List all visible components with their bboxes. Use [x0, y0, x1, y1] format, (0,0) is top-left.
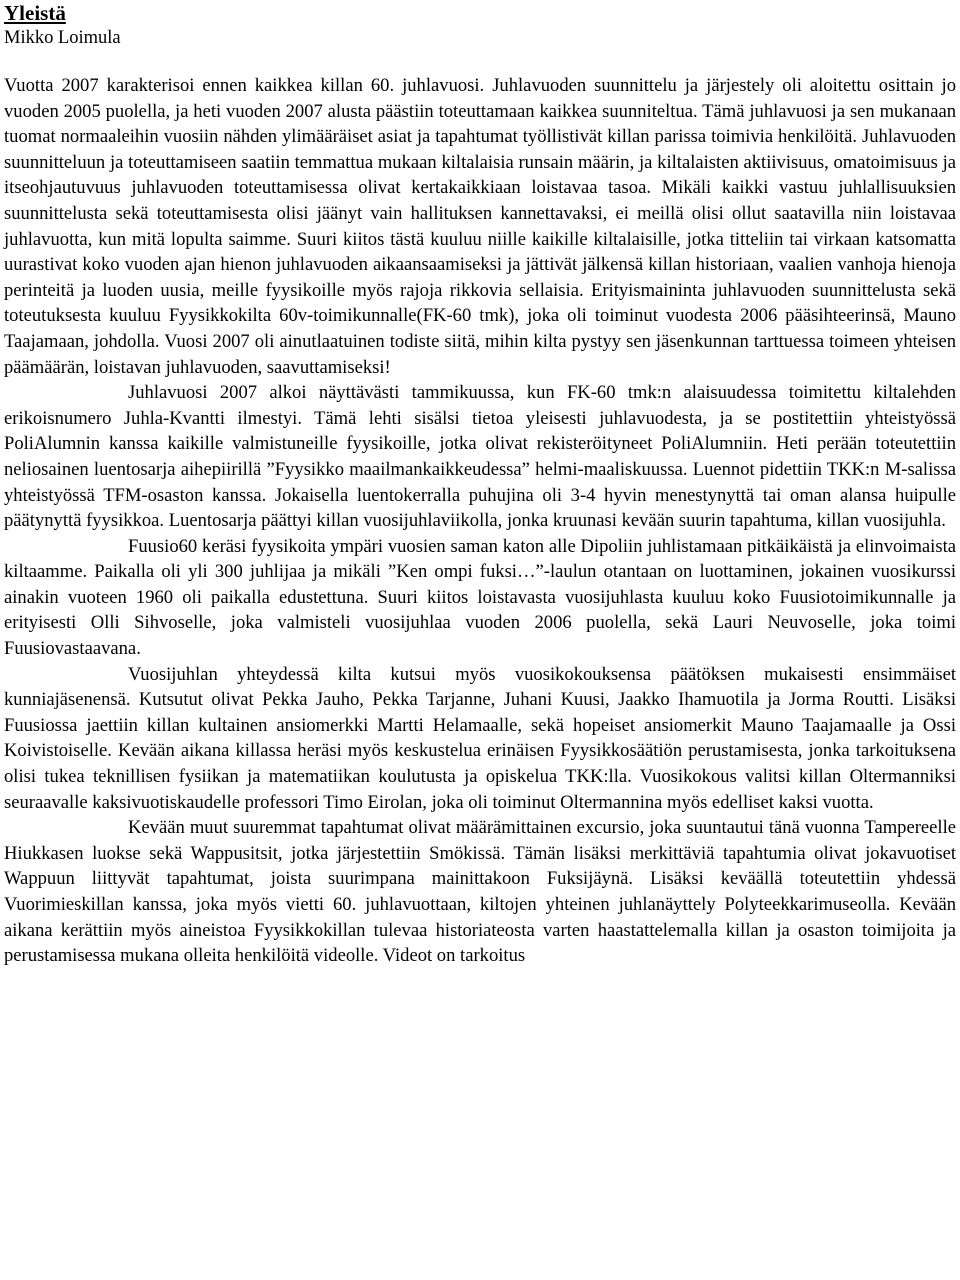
paragraph-intro: Vuotta 2007 karakterisoi ennen kaikkea killan 60. juhlavuosi. Juhlavuoden suunnittelu ja järjestely oli aloitettu osittain jo vuoden 2005 puolella, ja heti vuoden 2007 alusta päästiin toteuttamaan kaikkea suunniteltua. Tämä juhlavuosi ja sen mukanaan tuomat normaaleihin vuosiin nähden ylimääräiset asiat ja tapahtumat työllistivät killan parissa toimivia henkilöitä. Juhlavuoden suunnitteluun ja toteuttamiseen saatiin temmattua mukaan kiltalaisia runsain määrin, ja kiltalaisten aktiivisuus, omatoimisuus ja itseohjautuvuus juhlavuoden toteuttamisessa olivat kertakaikkiaan loistavaa tasoa. Mikäli kaikki vastuu juhlallisuuksien suunnittelusta sekä toteuttamisesta olisi jäänyt vain hallituksen kannettavaksi, ei meillä olisi ollut saatavilla niin loistavaa juhlavuotta, kun mitä lopulta saimme. Suuri kiitos tästä kuuluu niille kaikille kiltalaisille, jotka titteliin tai virkaan katsomatta uurastivat koko vuoden ajan hienon juhlavuoden aikaansaamiseksi ja jättivät jälkensä killan historiaan, vaalien vanhoja hienoja perinteitä ja luoden uusia, meille fyysikoille myös rajoja rikkovia sellaisia. Erityismaininta juhlavuoden suunnittelusta sekä toteutuksesta kuuluu Fyysikkokilta 60v-toimikunnalle(FK-60 tmk), joka oli toiminut vuodesta 2006 pääsihteerinsä, Mauno Taajamaan, johdolla. Vuosi 2007 oli ainutlaatuinen todiste siitä, mihin kilta pystyy sen jäsenkunnan tarttuessa toimeen yhteisen päämäärän, loistavan juhlavuoden, saavuttamiseksi!	[4, 75, 956, 378]
paragraph-kevaan-tapahtumat: Kevään muut suuremmat tapahtumat olivat määrämittainen excursio, joka suuntautui tänä vuonna Tampereelle Hiukkasen luokse sekä Wappusitsit, jotka järjestettiin Smökissä. Tämän lisäksi merkittäviä tapahtumia olivat jokavuotiset Wappuun liittyvät tapahtumat, joista suurimpana mainittakoon Fuksijäynä. Lisäksi keväällä toteutettiin yhdessä Vuorimieskillan kanssa, joka myös vietti 60. juhlavuottaan, kiltojen yhteinen juhlanäyttely Polyteekkarimuseolla. Kevään aikana kerättiin myös aineistoa Fyysikkokillan tulevaa historiateosta varten haastattelemalla killan ja osaston toimijoita ja perustamisessa mukana olleita henkilöitä videolle. Videot on tarkoitus	[4, 817, 956, 967]
author-name: Mikko Loimula	[4, 28, 121, 48]
document-page	[4, 0, 956, 969]
section-heading: Yleistä	[4, 1, 66, 25]
paragraph-fuusio60: Fuusio60 keräsi fyysikoita ympäri vuosien saman katon alle Dipoliin juhlistamaan pitkäikäistä ja elinvoimaista kiltaamme. Paikalla oli yli 300 juhlijaa ja mikäli ”Ken ompi fuksi…”-laulun otantaan on luottaminen, jokainen vuosikurssi ainakin vuoteen 1960 oli paikalla edustettuna. Suuri kiitos loistavasta vuosijuhlasta kuuluu koko Fuusiotoimikunnalle ja erityisesti Olli Sihvoselle, joka valmisteli vuosijuhlaa vuoden 2006 puolella, sekä Lauri Neuvoselle, joka toimi Fuusiovastaavana.	[4, 535, 956, 660]
paragraph-juhlavuosi: Juhlavuosi 2007 alkoi näyttävästi tammikuussa, kun FK-60 tmk:n alaisuudessa toimitettu kiltalehden erikoisnumero Juhla-Kvantti ilmestyi. Tämä lehti sisälsi tietoa yleisesti juhlavuodesta, ja se postitettiin yhteistyössä PoliAlumnin kanssa kaikille valmistuneille fyysikoille, jotka olivat rekisteröityneet PoliAlumniin. Heti perään toteutettiin neliosainen luentosarja aihepiirillä ”Fyysikko maailmankaikkeudessa” helmi-maaliskuussa. Luennot pidettiin TKK:n M-salissa yhteistyössä TFM-osaston kanssa. Jokaisella luentokerralla puhujina oli 3-4 hyvin menestynyttä tai oman alansa huipulle päätynyttä fyysikkoa. Luentosarja päättyi killan vuosijuhlaviikolla, jonka kruunasi kevään suurin tapahtuma, killan vuosijuhla.	[4, 382, 956, 532]
document-body	[4, 73, 956, 969]
paragraph-vuosijuhla: Vuosijuhlan yhteydessä kilta kutsui myös vuosikokouksensa päätöksen mukaisesti ensimmäiset kunniajäsenensä. Kutsutut olivat Pekka Jauho, Pekka Tarjanne, Juhani Kuusi, Jaakko Ihamuotila ja Jorma Routti. Lisäksi Fuusiossa jaettiin killan kultainen ansiomerkki Martti Helamaalle, sekä hopeiset ansiomerkit Mauno Taajamaalle ja Ossi Koivistoiselle. Kevään aikana killassa heräsi myös keskustelua erinäisen Fyysikkosäätiön perustamisesta, jonka tarkoituksena olisi tukea teknillisen fysiikan ja matematiikan koulutusta ja opiskelua TKK:lla. Vuosikokous valitsi killan Oltermanniksi seuraavalle kaksivuotiskaudelle professori Timo Eirolan, joka oli toiminut Oltermannina myös edelliset kaksi vuotta.	[4, 663, 956, 813]
